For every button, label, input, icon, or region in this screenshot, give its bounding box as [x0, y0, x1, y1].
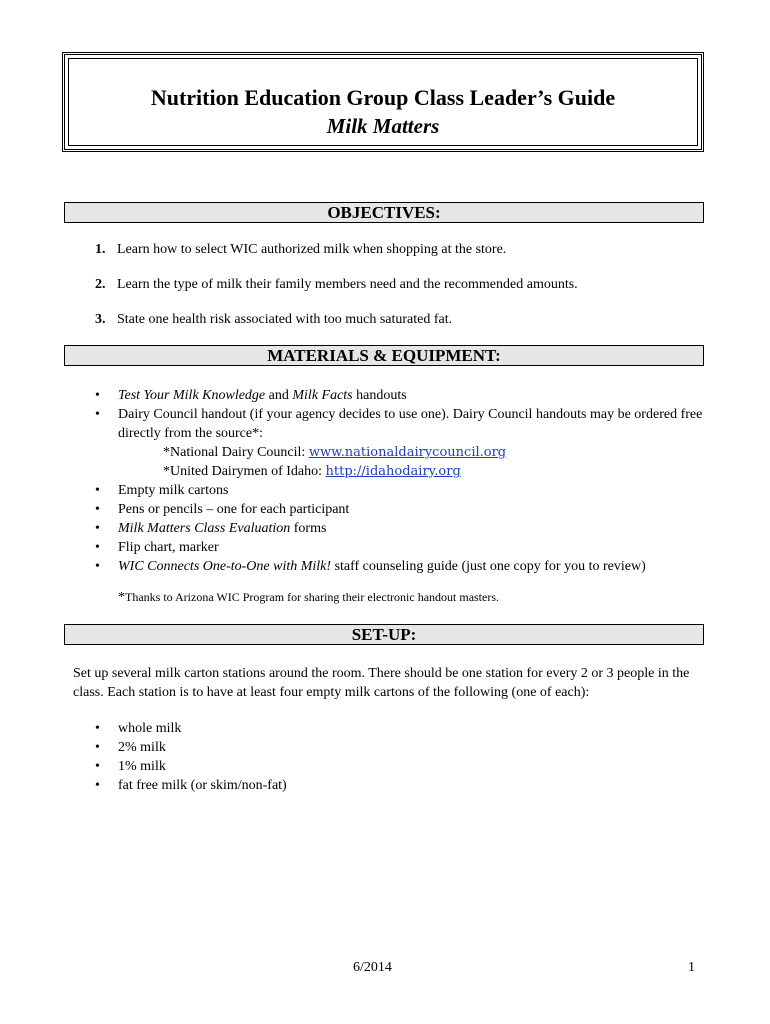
title-inner-border	[68, 58, 698, 146]
setup-header: SET-UP:	[64, 624, 704, 645]
material-item	[95, 557, 715, 576]
note-text: Thanks to Arizona WIC Program for sharing their electronic handout masters.	[125, 590, 500, 604]
objective-number: 2.	[95, 277, 106, 292]
national-dairy-council-link[interactable]: www.nationaldairycouncil.org	[308, 445, 507, 460]
objectives-header: OBJECTIVES:	[64, 202, 704, 223]
form-title: Milk Matters Class Evaluation	[118, 521, 291, 536]
source-line	[118, 443, 715, 462]
material-item: • Flip chart, marker	[95, 538, 715, 557]
idaho-dairy-link[interactable]: http://idahodairy.org	[325, 464, 461, 479]
setup-paragraph: Set up several milk carton stations around the room. There should be one station for every 2 or 3 people in the class. Each station is to have at least four empty milk cartons of the following (one of each):	[73, 666, 690, 700]
handout-title: Test Your Milk Knowledge	[118, 388, 266, 403]
milk-type-item: • whole milk	[95, 719, 715, 738]
material-item	[95, 519, 715, 538]
document-title: Nutrition Education Group Class Leader’s Guide	[150, 85, 616, 110]
material-text: staff counseling guide (just one copy for you to review)	[331, 559, 646, 574]
milk-type-item: • fat free milk (or skim/non-fat)	[95, 776, 715, 795]
objective-text: Learn how to select WIC authorized milk when shopping at the store.	[117, 242, 507, 257]
materials-list	[95, 386, 715, 576]
material-item	[95, 386, 715, 405]
material-text: forms	[290, 521, 327, 536]
note-asterisk: *	[118, 590, 125, 605]
source-label: *United Dairymen of Idaho:	[163, 464, 326, 479]
source-label: *National Dairy Council:	[163, 445, 309, 460]
objective-number: 3.	[95, 312, 106, 327]
milk-type-item: • 1% milk	[95, 757, 715, 776]
footer-date: 6/2014	[353, 960, 392, 975]
thanks-note	[118, 590, 499, 606]
document-subtitle: Milk Matters	[326, 114, 440, 138]
material-item	[95, 405, 715, 481]
objective-number: 1.	[95, 242, 106, 257]
handout-title: Milk Facts	[292, 388, 353, 403]
objective-text: State one health risk associated with too much saturated fat.	[117, 312, 453, 327]
setup-list	[95, 719, 715, 795]
objective-text: Learn the type of milk their family members need and the recommended amounts.	[117, 277, 578, 292]
material-item: • Pens or pencils – one for each participant	[95, 500, 715, 519]
page-number: 1	[688, 960, 695, 975]
objective-item	[95, 277, 578, 312]
material-text: and	[265, 388, 293, 403]
material-text: handouts	[352, 388, 407, 403]
materials-header: MATERIALS & EQUIPMENT:	[64, 345, 704, 366]
objective-item	[95, 242, 578, 277]
guide-title: WIC Connects One-to-One with Milk!	[118, 559, 332, 574]
material-text: Dairy Council handout (if your agency decides to use one). Dairy Council handouts may be ordered free directly from the source*:	[118, 407, 703, 441]
milk-type-item: • 2% milk	[95, 738, 715, 757]
title-box	[62, 52, 704, 152]
objectives-list	[95, 242, 578, 347]
material-item: • Empty milk cartons	[95, 481, 715, 500]
source-line	[118, 462, 715, 481]
objective-item	[95, 312, 578, 347]
